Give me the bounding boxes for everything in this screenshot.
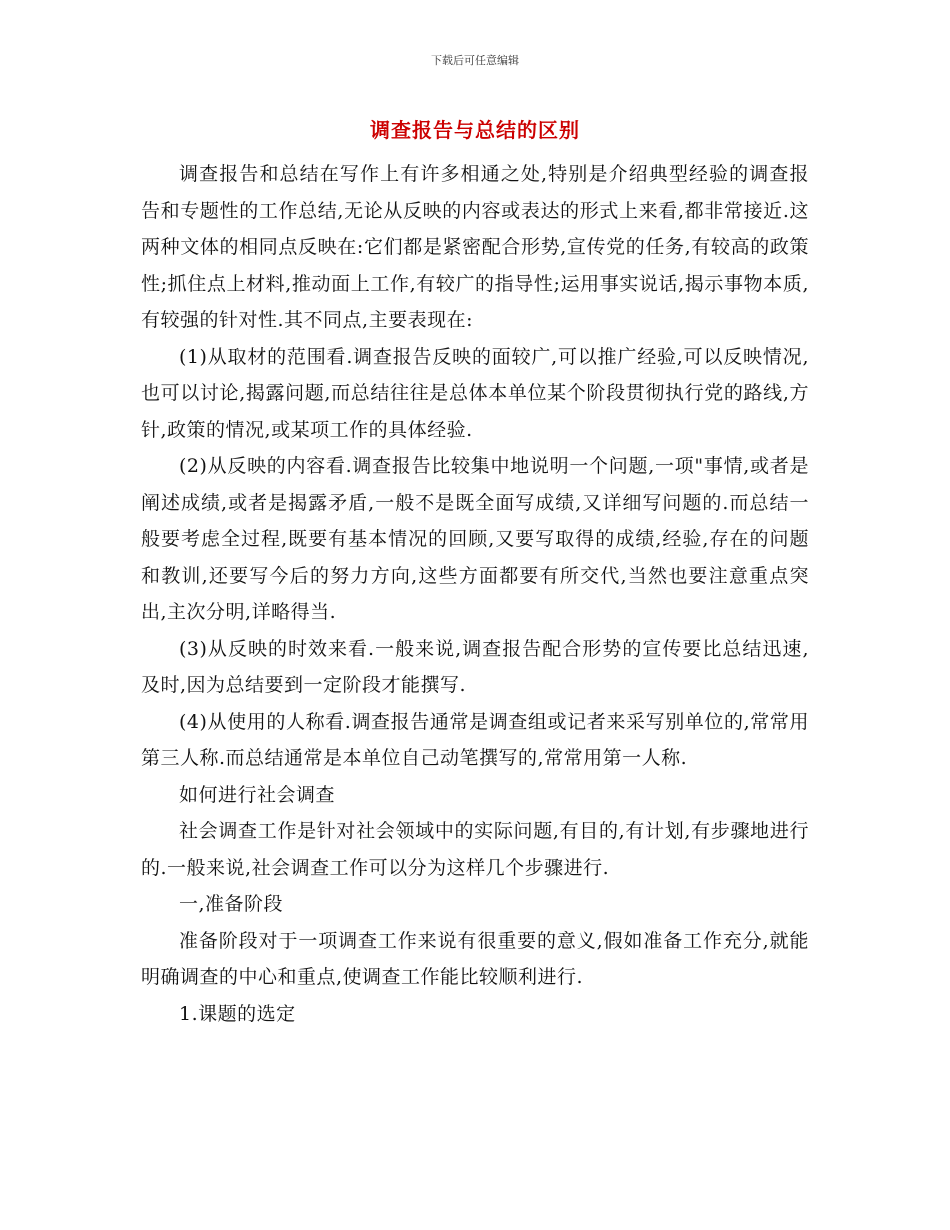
subsection-heading-topic: 1.课题的选定: [179, 1002, 296, 1025]
page-header: 下载后可任意编辑: [431, 54, 519, 67]
paragraph-intro: 调查报告和总结在写作上有许多相通之处,特别是介绍典型经验的调查报告和专题性的工作总结,无论从反映的内容或表达的形式上来看,都非常接近.这两种文体的相同点反映在:它们都是紧密配合形势,宣传党的任务,有较高的政策性;抓住点上材料,推动面上工作,有较广的指导性;运用事实说话,揭示事物本质,有较强的针对性.其不同点,主要表现在:: [141, 163, 809, 331]
paragraph-preparation: 准备阶段对于一项调查工作来说有很重要的意义,假如准备工作充分,就能明确调查的中心和重点,使调查工作能比较顺利进行.: [141, 929, 809, 988]
section-heading-survey: 如何进行社会调查: [179, 783, 336, 806]
section-heading-preparation: 一,准备阶段: [179, 893, 284, 915]
paragraph-point-4: (4)从使用的人称看.调查报告通常是调查组或记者来采写别单位的,常常用第三人称.而总结通常是本单位自己动笔撰写的,常常用第一人称.: [141, 710, 809, 769]
paragraph-point-1: (1)从取材的范围看.调查报告反映的面较广,可以推广经验,可以反映情况,也可以讨论,揭露问题,而总结往往是总体本单位某个阶段贯彻执行党的路线,方针,政策的情况,或某项工作的具体经验.: [141, 345, 809, 441]
paragraph-point-3: (3)从反映的时效来看.一般来说,调查报告配合形势的宣传要比总结迅速,及时,因为总结要到一定阶段才能撰写.: [141, 637, 809, 696]
document-body: [141, 156, 809, 1032]
paragraph-survey-intro: 社会调查工作是针对社会领域中的实际问题,有目的,有计划,有步骤地进行的.一般来说,社会调查工作可以分为这样几个步骤进行.: [141, 820, 809, 879]
paragraph-point-2: (2)从反映的内容看.调查报告比较集中地说明一个问题,一项"事情,或者是阐述成绩,或者是揭露矛盾,一般不是既全面写成绩,又详细写问题的.而总结一般要考虑全过程,既要有基本情况的回顾,又要写取得的成绩,经验,存在的问题和教训,还要写今后的努力方向,这些方面都要有所交代,当然也要注意重点突出,主次分明,详略得当.: [141, 455, 809, 623]
document-title: 调查报告与总结的区别: [370, 118, 580, 142]
